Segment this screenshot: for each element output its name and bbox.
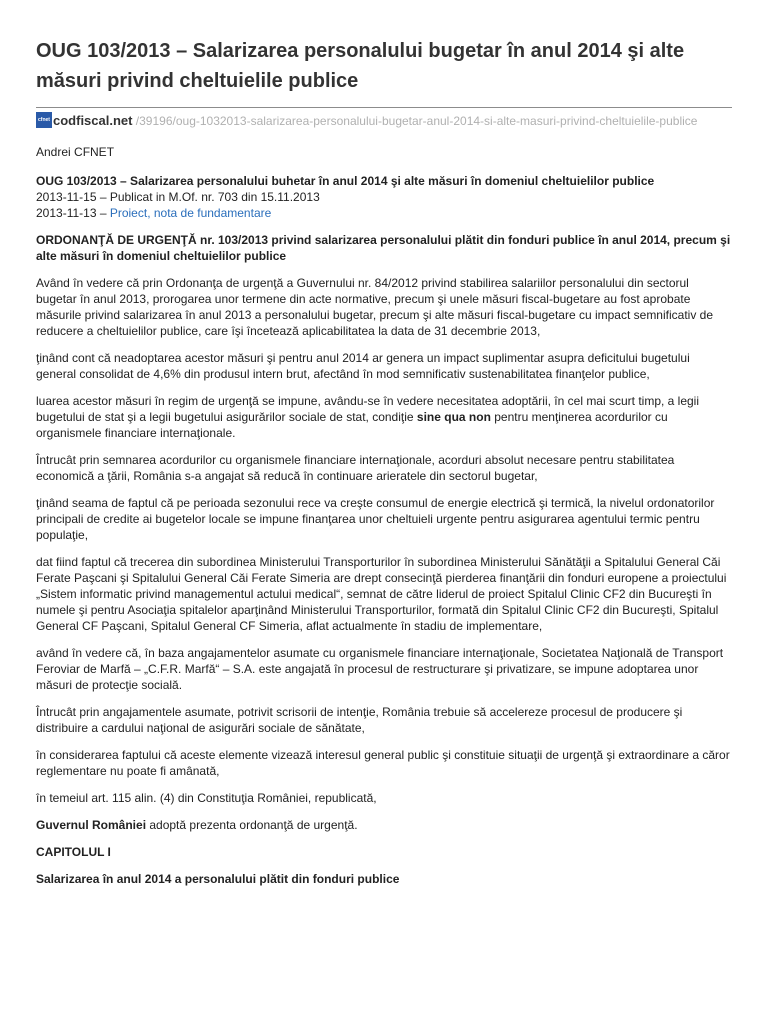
paragraph-10: în temeiul art. 115 alin. (4) din Constituţia României, republicată,: [36, 791, 377, 805]
page-title: OUG 103/2013 – Salarizarea personalului bugetar în anul 2014 şi alte măsuri privind cheltuielile publice: [36, 40, 685, 92]
paragraph-3-start: luarea acestor măsuri în regim de urgenţă se impune, avându-se în vedere necesitatea adoptării, în cel mai scurt timp, a legii bugetului de stat şi a legii bugetului asigurărilor sociale de stat, condiţie: [36, 394, 700, 424]
source-line: [36, 112, 732, 129]
paragraph-5: ţinând seama de faptul că pe perioada sezonului rece va creşte consumul de energie electrică şi termică, la nivelul ordonatorilor principali de credite ai bugetelor locale se impune finanţarea unor cheltuieli urgente pentru asigurarea agentului termic pentru populaţie,: [36, 496, 715, 542]
paragraph-4: Întrucât prin semnarea acordurilor cu organismele financiare internaţionale, acorduri absolut necesare pentru stabilitatea economică a ţării, România s-a angajat să reducă în continuare arieratele din sectorul bugetar,: [36, 453, 675, 483]
publication-meta: 2013-11-15 – Publicat in M.Of. nr. 703 din 15.11.2013: [36, 190, 320, 204]
article-author: Andrei CFNET: [36, 145, 115, 159]
paragraph-2: ţinând cont că neadoptarea acestor măsuri şi pentru anul 2014 ar genera un impact suplimentar asupra deficitului bugetului general consolidat de 4,6% din produsul intern brut, afectând în mod semnificativ sustenabilitatea finanţelor publice,: [36, 351, 690, 381]
paragraph-9: în considerarea faptului că aceste elemente vizează interesul general public şi constituie situaţii de urgenţă şi extraordinare a căror reglementare nu poate fi amânată,: [36, 748, 730, 778]
ordinance-title: ORDONANŢĂ DE URGENŢĂ nr. 103/2013 privind salarizarea personalului plătit din fonduri publice în anul 2014, precum şi alte măsuri în domeniul cheltuielilor publice: [36, 233, 731, 263]
source-site[interactable]: codfiscal.net: [53, 113, 133, 128]
project-meta-prefix: 2013-11-13 –: [36, 206, 110, 220]
chapter-title: Salarizarea în anul 2014 a personalului plătit din fonduri publice: [36, 872, 400, 886]
paragraph-6: dat fiind faptul că trecerea din subordinea Ministerului Transporturilor în subordinea Ministerului Sănătăţii a Spitalului General Căi Ferate Paşcani şi Spitalului General Căi Ferate Simeria are drept consecinţă pierderea finanţării din fonduri europene a proiectului „Sistem informatic privind managementul actului medical“, semnat de către liderul de proiect Spitalul Clinic CF2 din Bucureşti în numele şi pentru Asociaţia spitalelor aparţinând Ministerului Transporturilor, formată din Spitalul Clinic CF2 din Bucureşti, Spitalul General CF Paşcani, Spitalul General CF Simeria, aflat actualmente în stadiu de implementare,: [36, 555, 727, 633]
article-subtitle-block: [36, 173, 732, 221]
paragraph-1: Având în vedere că prin Ordonanţa de urgenţă a Guvernului nr. 84/2012 privind stabilirea salariilor personalului din sectorul bugetar în anul 2013, prorogarea unor termene din acte normative, precum şi unele măsuri fiscal-bugetare au fost aprobate măsurile privind salarizarea în anul 2013 a personalului bugetar, precum şi alte măsuri fiscal-bugetare cu impact semnificativ de reducere a cheltuielilor publice, care îşi încetează aplicabilitatea la data de 31 decembrie 2013,: [36, 276, 714, 338]
paragraph-3-emphasis: sine qua non: [416, 410, 491, 424]
paragraph-3: [36, 393, 732, 441]
source-path[interactable]: /39196/oug-1032013-salarizarea-personalului-bugetar-anul-2014-si-alte-masuri-privind-cheltuielile-publice: [132, 114, 698, 128]
paragraph-11: [36, 817, 732, 833]
article-subtitle: OUG 103/2013 – Salarizarea personalului buhetar în anul 2014 şi alte măsuri în domeniul cheltuielilor publice: [36, 174, 655, 188]
government-name: Guvernul României: [36, 818, 147, 832]
paragraph-8: Întrucât prin angajamentele asumate, potrivit scrisorii de intenţie, România trebuie să accelereze procesul de producere şi distribuire a cardului naţional de asigurări sociale de sănătate,: [36, 705, 683, 735]
article-body: [36, 144, 732, 887]
title-divider: [36, 107, 732, 108]
chapter-heading: CAPITOLUL I: [36, 845, 111, 859]
paragraph-11-rest: adoptă prezenta ordonanţă de urgenţă.: [146, 818, 358, 832]
paragraph-3-end: pentru menţinerea acordurilor cu organismele financiare internaţionale.: [36, 410, 668, 440]
paragraph-7: având în vedere că, în baza angajamentelor asumate cu organismele financiare internaţionale, Societatea Naţională de Transport Feroviar de Marfă – „C.F.R. Marfă“ – S.A. este angajată în procesul de restructurare şi privatizare, se impune adoptarea unor măsuri de protecţie socială.: [36, 646, 724, 692]
codfiscal-logo-icon: cfnet: [36, 112, 52, 128]
project-note-link[interactable]: Proiect, nota de fundamentare: [109, 206, 272, 220]
